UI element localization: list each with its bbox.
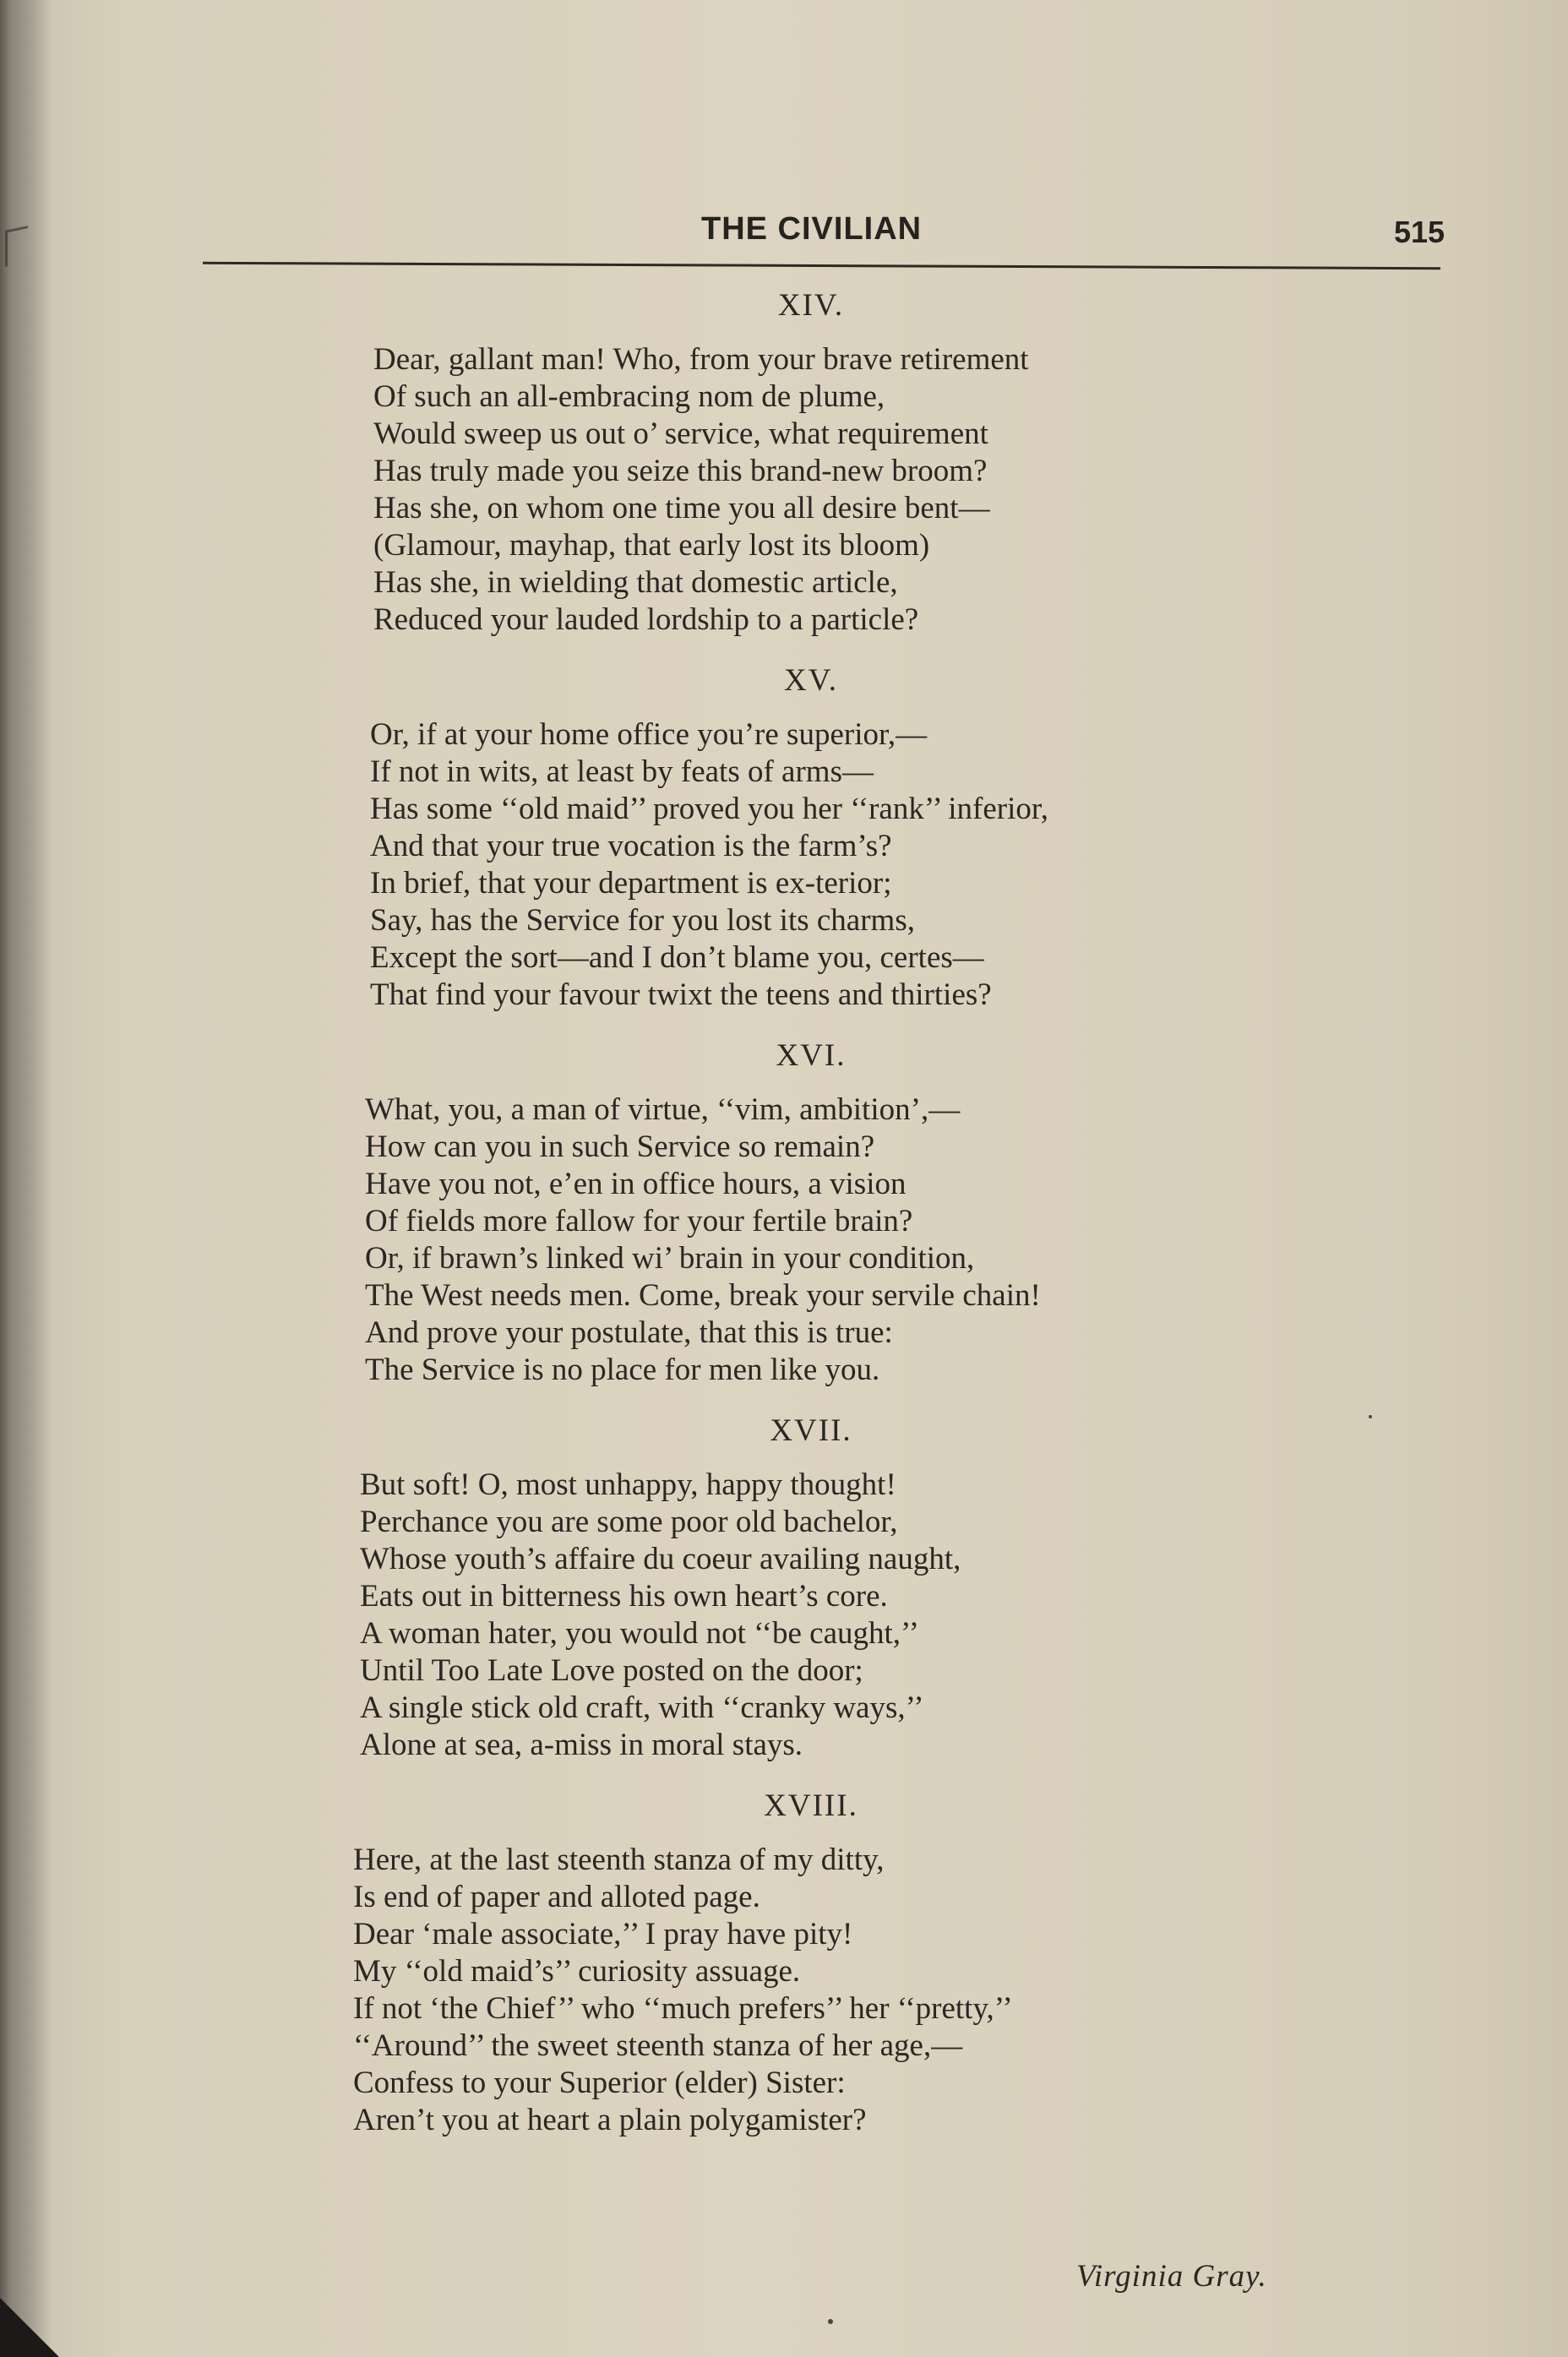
poem-line: How can you in such Service so remain?	[365, 1130, 875, 1164]
poem-line: The West needs men. Come, break your servile chain!	[365, 1278, 1041, 1313]
binding-gutter-shadow	[0, 0, 51, 2357]
poem-line: If not in wits, at least by feats of arms—	[370, 754, 874, 789]
stanza-xvi	[346, 1037, 1360, 1389]
page-number: 515	[1394, 215, 1446, 249]
poem-line: Until Too Late Love posted on the door;	[360, 1653, 863, 1688]
poem-line: The Service is no place for men like you.	[365, 1353, 880, 1387]
stanza-xv	[346, 662, 1360, 1014]
poem-line: Or, if brawn’s linked wi’ brain in your condition,	[365, 1241, 975, 1276]
poem-line: A woman hater, you would not ‘‘be caught,’’	[360, 1616, 919, 1651]
page-header	[203, 211, 1445, 262]
poem-line: Here, at the last steenth stanza of my ditty,	[353, 1843, 885, 1877]
running-title: THE CIVILIAN	[701, 211, 923, 247]
poem-line: Whose youth’s affaire du coeur availing naught,	[360, 1542, 961, 1576]
stanza-numeral: XVII.	[770, 1413, 852, 1448]
poem-line: Has truly made you seize this brand-new broom?	[373, 454, 988, 488]
author-signature: Virginia Gray.	[1076, 2259, 1267, 2294]
header-rule	[203, 262, 1440, 269]
stanza-xiv	[346, 287, 1360, 639]
binding-mark	[5, 226, 28, 267]
poem-line: Say, has the Service for you lost its charms,	[370, 903, 915, 938]
poem-line: My ‘‘old maid’s’’ curiosity assuage.	[353, 1954, 801, 1989]
stanza-xviii	[346, 1788, 1360, 2139]
poem-line: Dear ‘male associate,’’ I pray have pity!	[353, 1917, 853, 1951]
poem	[346, 287, 1360, 2163]
poem-line: Perchance you are some poor old bachelor,	[360, 1505, 898, 1539]
stanza-numeral: XV.	[784, 663, 838, 698]
poem-line: Would sweep us out o’ service, what requirement	[373, 416, 988, 451]
poem-line: Dear, gallant man! Who, from your brave retirement	[373, 342, 1029, 377]
poem-line: Have you not, e’en in office hours, a vision	[365, 1167, 906, 1201]
poem-line: Aren’t you at heart a plain polygamister?	[353, 2103, 867, 2137]
poem-line: And that your true vocation is the farm’s?	[370, 829, 892, 863]
poem-line: In brief, that your department is ex-terior;	[370, 866, 892, 901]
poem-line: Alone at sea, a-miss in moral stays.	[360, 1728, 803, 1762]
poem-line: And prove your postulate, that this is true:	[365, 1315, 893, 1350]
poem-line: Of such an all-embracing nom de plume,	[373, 379, 885, 414]
poem-line: But soft! O, most unhappy, happy thought!	[360, 1467, 896, 1502]
poem-line: Of fields more fallow for your fertile brain?	[365, 1204, 913, 1238]
poem-line: Confess to your Superior (elder) Sister:	[353, 2066, 846, 2100]
poem-line: Or, if at your home office you’re superior,—	[370, 717, 928, 752]
poem-line: Reduced your lauded lordship to a particle?	[373, 602, 919, 637]
stanza-numeral: XIV.	[777, 288, 845, 323]
poem-line: Except the sort—and I don’t blame you, certes—	[370, 940, 984, 975]
poem-line: Has she, in wielding that domestic article,	[373, 565, 898, 600]
stanza-numeral: XVIII.	[764, 1788, 858, 1823]
ink-speck	[828, 2319, 833, 2324]
poem-line: What, you, a man of virtue, ‘‘vim, ambition’,—	[365, 1092, 961, 1127]
poem-line: If not ‘the Chief’’ who ‘‘much prefers’’ her ‘‘pretty,’’	[353, 1991, 1013, 2026]
poem-line: (Glamour, mayhap, that early lost its bloom)	[373, 528, 930, 563]
poem-line: Has she, on whom one time you all desire bent—	[373, 491, 990, 525]
poem-line: ‘‘Around’’ the sweet steenth stanza of her age,—	[353, 2028, 963, 2063]
stanza-xvii	[346, 1413, 1360, 1764]
poem-line: Has some ‘‘old maid’’ proved you her ‘‘rank’’ inferior,	[370, 792, 1048, 826]
stanza-numeral: XVI.	[776, 1038, 847, 1073]
ink-speck	[1369, 1415, 1372, 1418]
poem-line: Eats out in bitterness his own heart’s core.	[360, 1579, 888, 1614]
poem-line: That find your favour twixt the teens and thirties?	[370, 977, 992, 1012]
page-corner-shadow	[0, 2298, 59, 2357]
poem-line: Is end of paper and alloted page.	[353, 1880, 760, 1914]
poem-line: A single stick old craft, with ‘‘cranky ways,’’	[360, 1690, 924, 1725]
